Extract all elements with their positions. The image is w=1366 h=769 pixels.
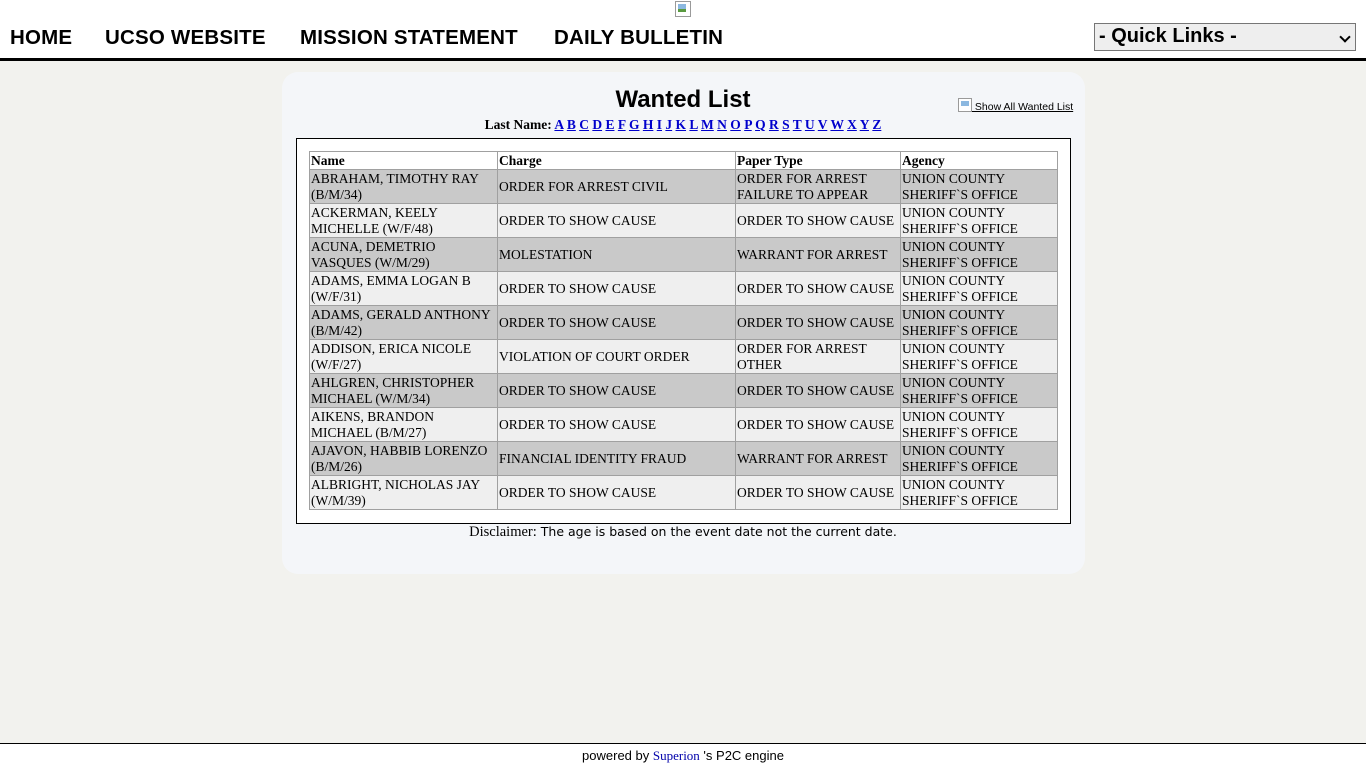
show-all-label: Show All Wanted List	[972, 101, 1074, 113]
table-row[interactable]	[310, 340, 1058, 374]
letter-link-o[interactable]: O	[730, 117, 741, 132]
cell-agency: UNION COUNTY SHERIFF`S OFFICE	[901, 408, 1058, 442]
letter-link-j[interactable]: J	[665, 117, 673, 132]
cell-name: ABRAHAM, TIMOTHY RAY (B/M/34)	[310, 170, 498, 204]
letter-link-b[interactable]: B	[566, 117, 576, 132]
letter-link-t[interactable]: T	[792, 117, 802, 132]
header-name[interactable]: Name	[310, 152, 498, 170]
cell-agency: UNION COUNTY SHERIFF`S OFFICE	[901, 476, 1058, 510]
table-row[interactable]	[310, 408, 1058, 442]
cell-name: ADAMS, GERALD ANTHONY (B/M/42)	[310, 306, 498, 340]
footer-prefix: powered by	[582, 748, 653, 763]
table-row[interactable]	[310, 204, 1058, 238]
table-header-row	[310, 152, 1058, 170]
chevron-down-icon	[1339, 31, 1350, 42]
top-navigation-bar	[0, 0, 1366, 61]
wanted-list-frame[interactable]	[296, 138, 1071, 524]
letter-link-h[interactable]: H	[642, 117, 654, 132]
letter-link-g[interactable]: G	[628, 117, 640, 132]
cell-charge: ORDER FOR ARREST CIVIL	[498, 170, 736, 204]
cell-agency: UNION COUNTY SHERIFF`S OFFICE	[901, 238, 1058, 272]
cell-name: AHLGREN, CHRISTOPHER MICHAEL (W/M/34)	[310, 374, 498, 408]
cell-paper-type: ORDER TO SHOW CAUSE	[736, 272, 901, 306]
table-row[interactable]	[310, 476, 1058, 510]
cell-paper-type: ORDER TO SHOW CAUSE	[736, 476, 901, 510]
letter-link-c[interactable]: C	[579, 117, 589, 132]
cell-agency: UNION COUNTY SHERIFF`S OFFICE	[901, 170, 1058, 204]
page-title: Wanted List	[615, 86, 751, 113]
cell-agency: UNION COUNTY SHERIFF`S OFFICE	[901, 272, 1058, 306]
footer	[0, 743, 1366, 769]
letter-link-i[interactable]: I	[656, 117, 663, 132]
table-row[interactable]	[310, 442, 1058, 476]
cell-agency: UNION COUNTY SHERIFF`S OFFICE	[901, 340, 1058, 374]
letter-link-l[interactable]: L	[689, 117, 698, 132]
cell-paper-type: WARRANT FOR ARREST	[736, 442, 901, 476]
letter-link-a[interactable]: A	[554, 117, 564, 132]
cell-name: ACUNA, DEMETRIO VASQUES (W/M/29)	[310, 238, 498, 272]
letter-link-r[interactable]: R	[768, 117, 779, 132]
cell-charge: VIOLATION OF COURT ORDER	[498, 340, 736, 374]
table-row[interactable]	[310, 306, 1058, 340]
nav-daily-bulletin-link[interactable]: DAILY BULLETIN	[554, 26, 724, 49]
cell-paper-type: ORDER FOR ARREST FAILURE TO APPEAR	[736, 170, 901, 204]
cell-charge: ORDER TO SHOW CAUSE	[498, 204, 736, 238]
letter-link-v[interactable]: V	[817, 117, 828, 132]
last-name-label: Last Name:	[484, 117, 552, 132]
letter-link-d[interactable]: D	[592, 117, 603, 132]
cell-charge: ORDER TO SHOW CAUSE	[498, 272, 736, 306]
list-image-icon	[958, 98, 972, 112]
letter-link-s[interactable]: S	[782, 117, 790, 132]
cell-paper-type: ORDER TO SHOW CAUSE	[736, 306, 901, 340]
cell-paper-type: ORDER TO SHOW CAUSE	[736, 374, 901, 408]
cell-charge: ORDER TO SHOW CAUSE	[498, 476, 736, 510]
wanted-list-table	[309, 151, 1058, 510]
cell-agency: UNION COUNTY SHERIFF`S OFFICE	[901, 204, 1058, 238]
cell-agency: UNION COUNTY SHERIFF`S OFFICE	[901, 306, 1058, 340]
disclaimer-label: Disclaimer:	[469, 524, 537, 540]
letter-link-f[interactable]: F	[617, 117, 626, 132]
nav-mission-statement-link[interactable]: MISSION STATEMENT	[300, 26, 518, 49]
letter-link-w[interactable]: W	[830, 117, 844, 132]
header-charge[interactable]: Charge	[498, 152, 736, 170]
letter-link-m[interactable]: M	[701, 117, 714, 132]
letter-link-e[interactable]: E	[605, 117, 615, 132]
cell-name: ADDISON, ERICA NICOLE (W/F/27)	[310, 340, 498, 374]
nav-ucso-website-link[interactable]: UCSO WEBSITE	[105, 26, 266, 49]
letter-link-u[interactable]: U	[804, 117, 815, 132]
cell-name: AIKENS, BRANDON MICHAEL (B/M/27)	[310, 408, 498, 442]
cell-name: ALBRIGHT, NICHOLAS JAY (W/M/39)	[310, 476, 498, 510]
disclaimer	[0, 524, 1366, 541]
letter-link-k[interactable]: K	[675, 117, 687, 132]
broken-image-icon	[675, 1, 691, 17]
nav-home-link[interactable]: HOME	[10, 26, 73, 49]
cell-charge: ORDER TO SHOW CAUSE	[498, 408, 736, 442]
table-row[interactable]	[310, 238, 1058, 272]
header-agency[interactable]: Agency	[901, 152, 1058, 170]
letter-link-q[interactable]: Q	[755, 117, 766, 132]
cell-charge: FINANCIAL IDENTITY FRAUD	[498, 442, 736, 476]
cell-name: ACKERMAN, KEELY MICHELLE (W/F/48)	[310, 204, 498, 238]
cell-name: ADAMS, EMMA LOGAN B (W/F/31)	[310, 272, 498, 306]
cell-paper-type: ORDER TO SHOW CAUSE	[736, 408, 901, 442]
header-paper-type[interactable]: Paper Type	[736, 152, 901, 170]
cell-charge: ORDER TO SHOW CAUSE	[498, 374, 736, 408]
wanted-list-scroll-area[interactable]	[309, 151, 1059, 517]
cell-name: AJAVON, HABBIB LORENZO (B/M/26)	[310, 442, 498, 476]
letter-link-y[interactable]: Y	[859, 117, 869, 132]
letter-link-n[interactable]: N	[717, 117, 727, 132]
letter-link-x[interactable]: X	[847, 117, 857, 132]
footer-suffix: 's P2C engine	[699, 748, 784, 763]
letter-link-z[interactable]: Z	[872, 117, 882, 132]
cell-charge: ORDER TO SHOW CAUSE	[498, 306, 736, 340]
table-row[interactable]	[310, 272, 1058, 306]
cell-paper-type: ORDER TO SHOW CAUSE	[736, 204, 901, 238]
quick-links-select[interactable]	[1094, 23, 1356, 51]
table-row[interactable]	[310, 170, 1058, 204]
quick-links-selected-value: - Quick Links -	[1099, 25, 1237, 47]
cell-charge: MOLESTATION	[498, 238, 736, 272]
cell-paper-type: WARRANT FOR ARREST	[736, 238, 901, 272]
cell-agency: UNION COUNTY SHERIFF`S OFFICE	[901, 374, 1058, 408]
show-all-wanted-list-link[interactable]	[958, 98, 1073, 113]
table-row[interactable]	[310, 374, 1058, 408]
letter-link-p[interactable]: P	[744, 117, 752, 132]
disclaimer-text: The age is based on the event date not the current date.	[536, 524, 897, 539]
cell-agency: UNION COUNTY SHERIFF`S OFFICE	[901, 442, 1058, 476]
superion-link[interactable]: Superion	[652, 748, 700, 763]
cell-paper-type: ORDER FOR ARREST OTHER	[736, 340, 901, 374]
last-name-filter	[0, 117, 1366, 133]
